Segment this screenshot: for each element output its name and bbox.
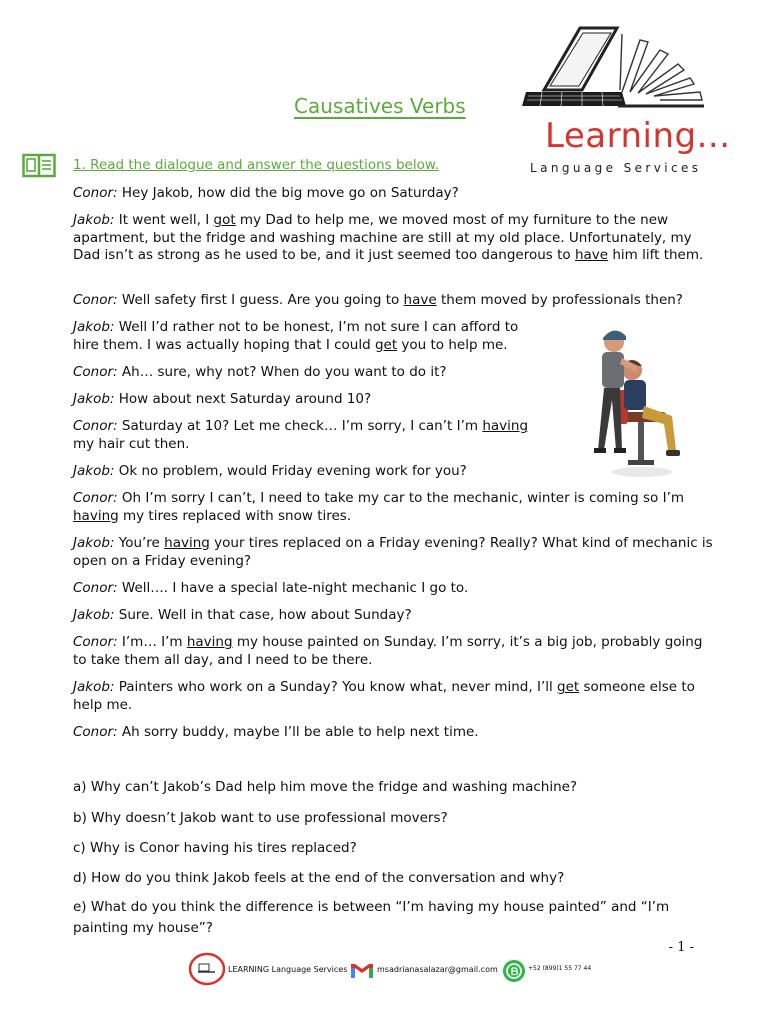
speaker-name: Jakob: [73,607,115,623]
dialogue-text: Hey Jakob, how did the big move go on Saturday? [117,185,459,201]
speaker-name: Jakob: [73,535,115,551]
causative-verb: having [164,535,210,551]
dialogue-line [73,679,713,714]
open-book-icon [22,153,56,179]
dialogue-text: Sure. Well in that case, how about Sunday? [114,607,412,623]
causative-verb: have [403,292,437,308]
gmail-icon[interactable] [349,960,375,980]
dialogue-line [73,535,713,570]
dialogue-text: Well I’d rather not to be honest, I’m not sure I can afford to hire them. I was actually hoping that I could [73,319,519,353]
whatsapp-icon[interactable] [502,959,526,983]
question-item: d) How do you think Jakob feels at the end of the conversation and why? [73,870,565,886]
causative-verb: having [73,507,119,524]
dialogue-line [73,212,723,265]
dialogue-line [73,463,713,481]
speaker-name: Conor: [73,724,118,740]
causative-verb: get [557,679,580,695]
dialogue-text: my Dad to help me, we moved most of my furniture to the new apartment, but the fridge and washing machine are still at my old place. Unfortunately, my Dad isn’t as strong as he used to be, and it just seemed too dangerous to [73,212,692,263]
footer-phone: +52 (899)1 55 77 44 [528,965,592,972]
causative-verb: having [186,634,233,650]
speaker-name: Conor: [73,634,118,650]
footer-org: LEARNING Language Services [228,965,348,974]
footer [190,952,610,986]
dialogue-line [73,607,713,625]
speaker-name: Conor: [73,292,118,308]
dialogue-text: Saturday at 10? Let me check… I’m sorry, I can’t I’m [117,418,483,434]
dialogue-line [73,185,713,203]
dialogue-text: I’m… I’m [117,634,187,650]
question-item: b) Why doesn’t Jakob want to use professional movers? [73,810,448,826]
page-title: Causatives Verbs [294,94,466,118]
dialogue-text: Oh I’m sorry I can’t, I need to take my car to the mechanic, winter is coming so I’m [117,490,685,506]
dialogue-line [73,391,533,409]
dialogue-line [73,490,713,525]
speaker-name: Conor: [73,418,118,434]
speaker-name: Jakob: [73,212,115,228]
causative-verb: have [574,247,609,263]
speaker-name: Conor: [73,364,118,380]
dialogue-line [73,580,713,598]
speaker-name: Jakob: [73,679,115,695]
dialogue-text: Well safety first I guess. Are you going to [117,292,404,308]
dialogue-text: Painters who work on a Sunday? You know what, never mind, I’ll [114,679,558,695]
dialogue-text: your tires replaced on a Friday evening? Really? What kind of mechanic is open on a Friday evening? [73,535,713,569]
dialogue-line [73,724,713,742]
question-item: e) What do you think the difference is between “I’m having my house painted” and “I’m painting my house”? [73,899,670,936]
dialogue-text: my house painted on Sunday. I’m sorry, it’s a big job, probably going to take them all day, and I need to be there. [73,634,703,668]
speaker-name: Conor: [73,185,118,201]
speaker-name: Jakob: [73,319,115,335]
question-item: a) Why can’t Jakob’s Dad help him move the fridge and washing machine? [73,779,578,795]
dialogue-line [73,292,713,310]
logo-text: Learning... [545,116,731,156]
dialogue-text: It went well, I [114,212,214,228]
dialogue-text: You’re [114,535,165,551]
instruction: 1. Read the dialogue and answer the questions below. [73,157,439,173]
dialogue-text: Ah sorry buddy, maybe I’ll be able to help next time. [117,724,479,740]
dialogue-line [73,364,533,382]
dialogue-text: Well…. I have a special late-night mechanic I go to. [117,580,469,596]
dialogue-text: them moved by professionals then? [436,292,683,308]
dialogue-text: Ok no problem, would Friday evening work for you? [114,463,467,479]
laptop-book-logo [522,20,712,112]
speaker-name: Jakob: [73,463,115,479]
logo-subtitle: Language Services [530,161,702,175]
dialogue-text: How about next Saturday around 10? [114,391,372,407]
dialogue-line [73,319,533,354]
dialogue-text: my tires replaced with snow tires. [118,507,352,524]
speaker-name: Jakob: [73,391,115,407]
dialogue-text: my hair cut then. [73,435,190,452]
question-item: c) Why is Conor having his tires replaced? [73,840,357,856]
dialogue-text: him lift them. [608,247,704,263]
logo-circle-icon [188,952,226,986]
footer-email[interactable]: msadrianasalazar@gmail.com [377,965,498,974]
dialogue-text: you to help me. [397,336,508,353]
dialogue-text: Ah… sure, why not? When do you want to do it? [117,364,447,380]
dialogue-line [73,418,548,453]
causative-verb: get [374,336,398,353]
page-number: - 1 - [668,940,694,955]
barber-illustration [576,320,706,480]
causative-verb: having [482,418,529,434]
dialogue-text: someone else to help me. [73,679,695,713]
dialogue-line [73,634,713,669]
speaker-name: Conor: [73,490,118,506]
speaker-name: Conor: [73,580,118,596]
causative-verb: got [213,212,236,228]
